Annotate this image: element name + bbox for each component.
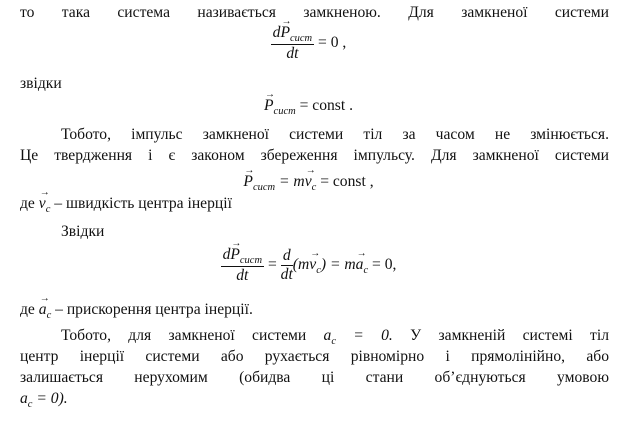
equation-p-mv: $P \to_{сист}$ = mv $\to_c$ = const ,: [0, 172, 617, 194]
fraction: $\frac{dP \to_{сист}}{dt}$: [271, 24, 314, 63]
text-line: де $a \to_c$ – прискорення центра інерції.: [20, 300, 253, 322]
text-line: $a_c = 0$).: [20, 390, 68, 410]
equation-acceleration: $\frac{dP \to_{сист}}{dt}$ = $\frac{d}{dt}$ $(mv \to_c)$ = ma $\to_c = 0$,: [0, 246, 617, 285]
text-line: Звідки: [61, 223, 105, 240]
text-line: Тобото, для замкненої системи $a_c = 0$. У замкненій системі тіл: [61, 327, 609, 347]
fraction: $\frac{dP \to_{сист}}{dt}$: [221, 246, 264, 285]
equation-p-const: $P \to_{сист}$ = const .: [0, 96, 617, 118]
text-line: центр інерції системи або рухається рівномірно і прямолінійно, або: [20, 348, 609, 365]
text-line: звідки: [20, 75, 62, 92]
text-line: то така система називається замкненою. Для замкненої системи: [20, 4, 609, 21]
text-line: Тобото, імпульс замкненої системи тіл за часом не змінюється.: [61, 126, 609, 143]
equation-dp-dt: $\frac{dP \to_{сист}}{dt}$ = 0 ,: [0, 24, 617, 63]
text-line: Це твердження і є законом збереження імпульсу. Для замкненої системи: [20, 147, 609, 164]
fraction: $\frac{d}{dt}$: [280, 247, 293, 283]
text-line: де $v \to_c$ – швидкість центра інерції: [20, 194, 232, 216]
text-line: залишається нерухомим (обидва ці стани об’єднуються умовою: [20, 369, 609, 386]
